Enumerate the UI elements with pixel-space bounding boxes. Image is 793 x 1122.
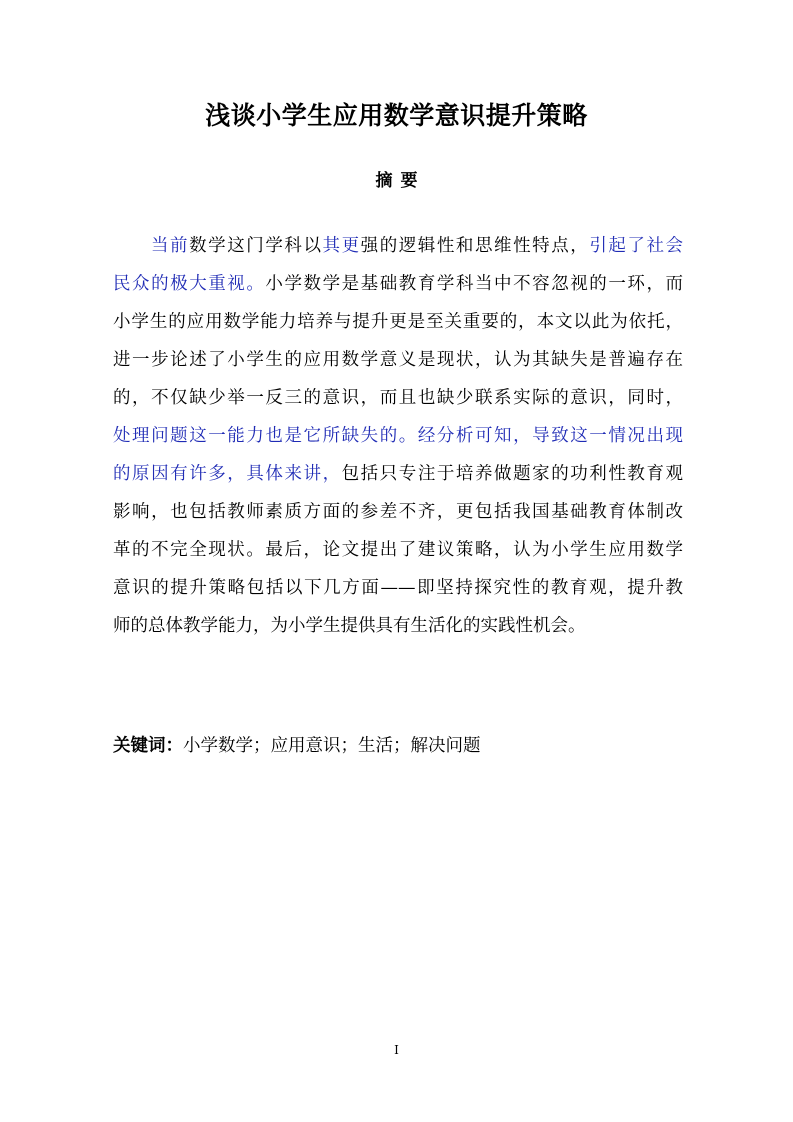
abstract-highlighted-text: 的原因有许多，具体来讲， — [113, 464, 342, 484]
abstract-heading-char: 要 — [400, 171, 418, 191]
abstract-line — [113, 379, 683, 417]
abstract-text: 强的逻辑性和思维性特点， — [360, 236, 590, 256]
abstract-text: 革的不完全现状。最后，论文提出了建议策略，认为小学生应用数学 — [113, 540, 683, 560]
abstract-line — [113, 341, 683, 379]
abstract-highlighted-text: 引起了社会 — [589, 236, 684, 256]
abstract-highlighted-text: 其更 — [322, 236, 361, 256]
abstract-text: 小学生的应用数学能力培养与提升更是至关重要的，本文以此为依托， — [113, 312, 683, 332]
abstract-line — [113, 303, 683, 341]
abstract-line — [113, 493, 683, 531]
abstract-text: 意识的提升策略包括以下几方面——即坚持探究性的教育观，提升教 — [113, 578, 683, 598]
abstract-line — [113, 531, 683, 569]
document-title: 浅谈小学生应用数学意识提升策略 — [205, 101, 588, 130]
abstract-line — [113, 569, 683, 607]
abstract-text: 包括只专注于培养做题家的功利性教育观 — [341, 464, 684, 484]
abstract-highlighted-text: 当前 — [151, 236, 190, 256]
abstract-line — [113, 265, 683, 303]
keywords-label: 关键词： — [113, 736, 183, 756]
abstract-text: 的，不仅缺少举一反三的意识，而且也缺少联系实际的意识，同时， — [113, 388, 683, 408]
page-number: I — [394, 1043, 399, 1057]
abstract-heading — [0, 166, 793, 196]
abstract-text: 数学这门学科以 — [189, 236, 323, 256]
abstract-heading-char: 摘 — [375, 171, 393, 191]
abstract-text: 师的总体教学能力，为小学生提供具有生活化的实践性机会。 — [113, 616, 586, 636]
abstract-line — [151, 227, 683, 265]
abstract-highlighted-text: 处理问题这一能力也是它所缺失的。经分析可知，导致这一情况出现 — [113, 426, 683, 446]
abstract-highlighted-text: 民众的极大重视。 — [113, 274, 266, 294]
abstract-line — [113, 607, 683, 645]
abstract-line — [113, 417, 683, 455]
abstract-line — [113, 455, 683, 493]
abstract-text: 小学数学是基础教育学科当中不容忽视的一环，而 — [265, 274, 684, 294]
abstract-text: 进一步论述了小学生的应用数学意义是现状，认为其缺失是普遍存在 — [113, 350, 683, 370]
abstract-text: 影响，也包括教师素质方面的参差不齐，更包括我国基础教育体制改 — [113, 502, 683, 522]
keywords-text: 小学数学；应用意识；生活；解决问题 — [183, 736, 481, 756]
keywords-line — [113, 729, 481, 763]
